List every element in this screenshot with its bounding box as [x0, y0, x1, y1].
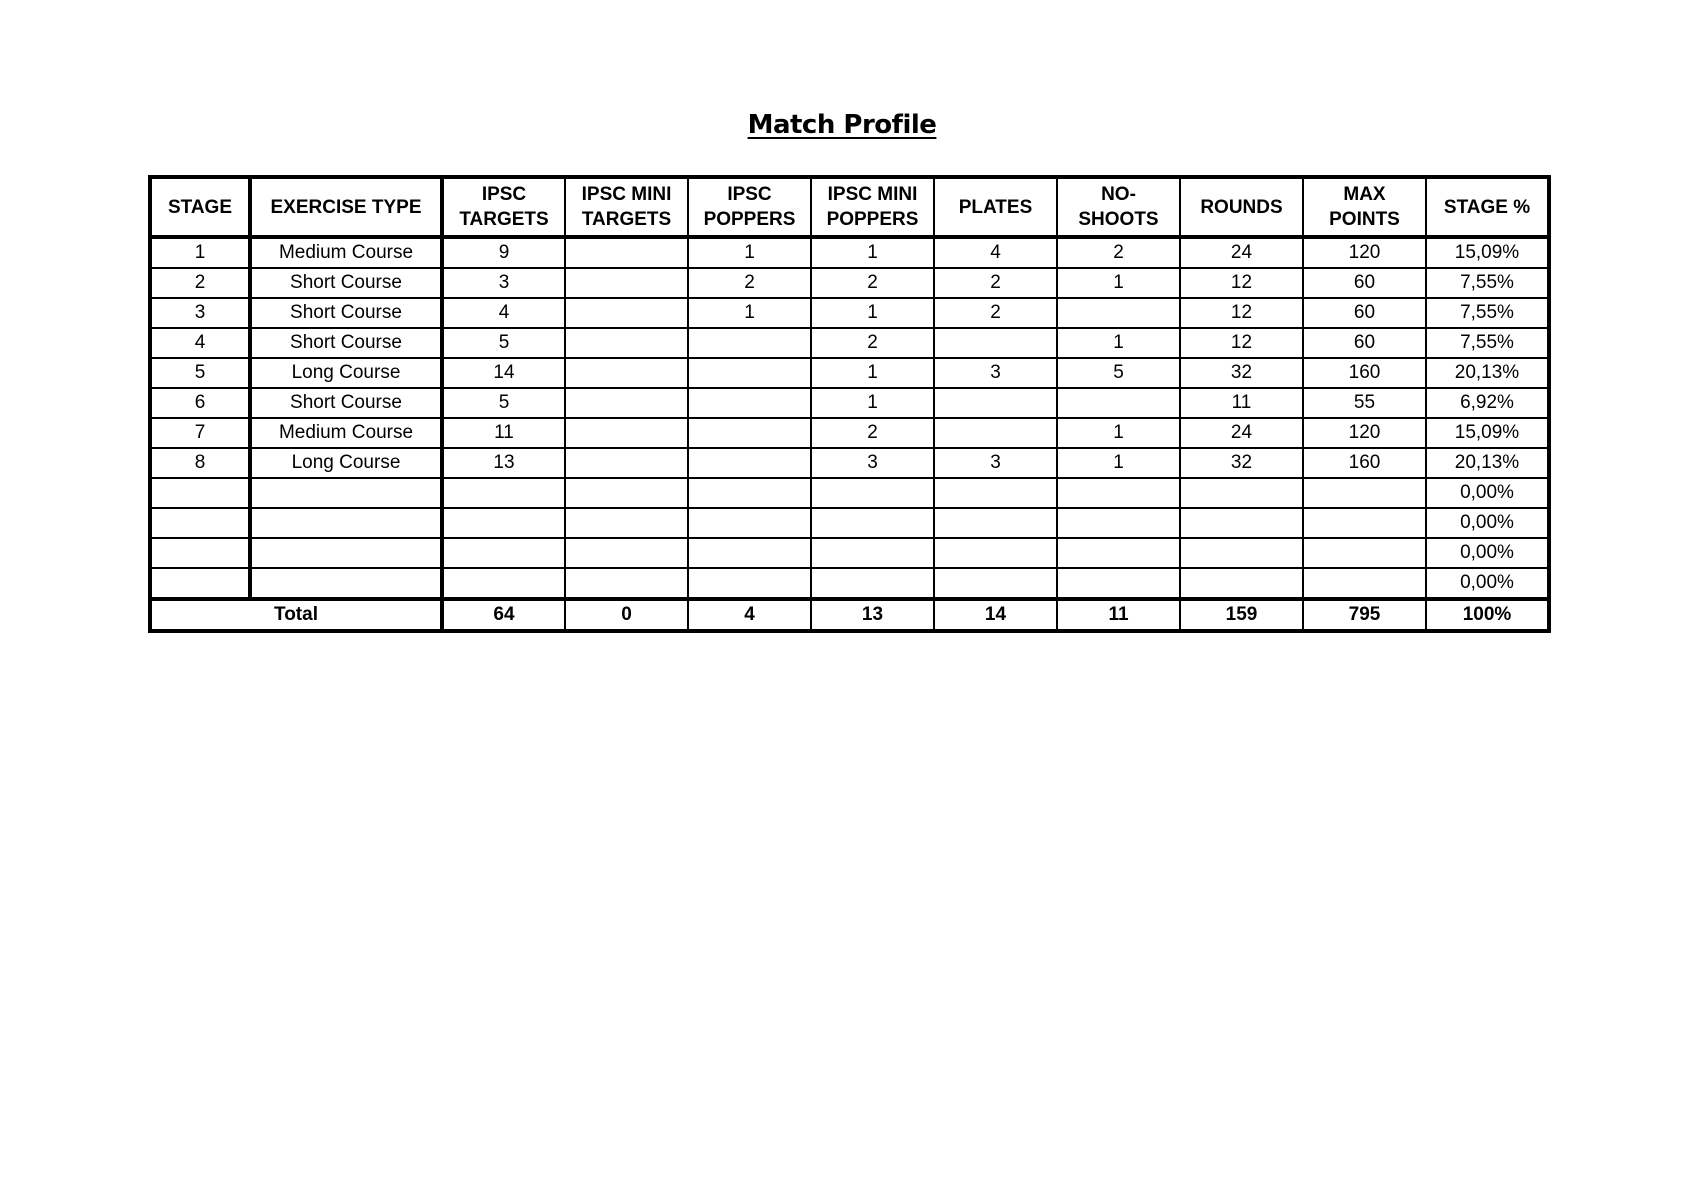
- table-row: [150, 328, 1549, 358]
- table-cell: [1303, 538, 1426, 568]
- table-cell: 6: [150, 388, 250, 418]
- table-row: [150, 388, 1549, 418]
- table-cell: 3: [934, 448, 1057, 478]
- table-cell: Long Course: [250, 448, 442, 478]
- table-cell: 1: [1057, 418, 1180, 448]
- table-cell: 9: [442, 237, 565, 268]
- table-cell: 5: [1057, 358, 1180, 388]
- column-header: [1426, 177, 1549, 237]
- column-header-line: IPSC MINI: [827, 184, 918, 205]
- column-header-line: POPPERS: [826, 209, 919, 230]
- table-cell: [934, 478, 1057, 508]
- table-cell: 2: [688, 268, 811, 298]
- table-cell: 1: [150, 237, 250, 268]
- table-cell: [934, 388, 1057, 418]
- table-cell: 2: [934, 298, 1057, 328]
- column-header-line: TARGETS: [581, 209, 672, 230]
- table-cell: [1057, 508, 1180, 538]
- match-profile-table: [148, 175, 1551, 633]
- total-cell: 0: [565, 599, 688, 631]
- table-cell: 11: [1180, 388, 1303, 418]
- table-cell: 120: [1303, 237, 1426, 268]
- table-cell: 2: [150, 268, 250, 298]
- column-header-line: TARGETS: [459, 209, 549, 230]
- table-cell: [1180, 508, 1303, 538]
- column-header-line: EXERCISE TYPE: [270, 196, 422, 218]
- table-cell: 7,55%: [1426, 268, 1549, 298]
- column-header: [934, 177, 1057, 237]
- table-cell: 12: [1180, 298, 1303, 328]
- table-body: [150, 237, 1549, 599]
- table-row: [150, 478, 1549, 508]
- column-header-line: SHOOTS: [1078, 209, 1159, 230]
- table-cell: [1057, 538, 1180, 568]
- table-cell: 15,09%: [1426, 237, 1549, 268]
- table-cell: [250, 508, 442, 538]
- table-cell: [565, 448, 688, 478]
- column-header: [150, 177, 250, 237]
- column-header-line: STAGE %: [1443, 196, 1531, 218]
- table-cell: [442, 568, 565, 599]
- table-cell: Medium Course: [250, 237, 442, 268]
- table-cell: 3: [934, 358, 1057, 388]
- table-cell: 3: [150, 298, 250, 328]
- table-cell: [934, 508, 1057, 538]
- table-cell: [688, 538, 811, 568]
- column-header: [442, 177, 565, 237]
- table-cell: [934, 328, 1057, 358]
- table-row: [150, 508, 1549, 538]
- table-cell: 24: [1180, 237, 1303, 268]
- table-cell: Medium Course: [250, 418, 442, 448]
- table-cell: 5: [150, 358, 250, 388]
- table-row: [150, 268, 1549, 298]
- table-cell: Short Course: [250, 298, 442, 328]
- table-cell: [565, 388, 688, 418]
- table-cell: 14: [442, 358, 565, 388]
- table-cell: [811, 478, 934, 508]
- table-cell: [250, 568, 442, 599]
- table-cell: 20,13%: [1426, 448, 1549, 478]
- table-cell: 11: [442, 418, 565, 448]
- column-header: [250, 177, 442, 237]
- table-cell: 1: [811, 358, 934, 388]
- column-header-line: IPSC: [727, 184, 772, 205]
- table-cell: [1180, 478, 1303, 508]
- table-cell: 2: [811, 268, 934, 298]
- table-cell: 120: [1303, 418, 1426, 448]
- table-cell: 7,55%: [1426, 298, 1549, 328]
- table-cell: [934, 418, 1057, 448]
- table-cell: 0,00%: [1426, 478, 1549, 508]
- table-cell: [688, 358, 811, 388]
- table-cell: [565, 478, 688, 508]
- table-cell: Short Course: [250, 328, 442, 358]
- table-cell: [934, 538, 1057, 568]
- table-cell: [565, 268, 688, 298]
- table-cell: [250, 538, 442, 568]
- table-cell: [1303, 478, 1426, 508]
- table-cell: [811, 538, 934, 568]
- table-cell: [1057, 298, 1180, 328]
- table-cell: 1: [811, 298, 934, 328]
- column-header: [1057, 177, 1180, 237]
- table-cell: [1180, 538, 1303, 568]
- table-cell: 8: [150, 448, 250, 478]
- page-title: Match Profile: [747, 110, 937, 140]
- table-cell: [1180, 568, 1303, 599]
- column-header-line: MAX: [1343, 184, 1386, 205]
- table-cell: [150, 568, 250, 599]
- table-cell: 1: [811, 388, 934, 418]
- table-cell: 1: [1057, 328, 1180, 358]
- table-cell: [565, 237, 688, 268]
- table-cell: [688, 478, 811, 508]
- table-row: [150, 298, 1549, 328]
- table-cell: [565, 418, 688, 448]
- total-cell: 64: [442, 599, 565, 631]
- table-row: [150, 448, 1549, 478]
- table-cell: 2: [934, 268, 1057, 298]
- table-row: [150, 358, 1549, 388]
- table-cell: 6,92%: [1426, 388, 1549, 418]
- table-row: [150, 538, 1549, 568]
- total-cell: 159: [1180, 599, 1303, 631]
- table-cell: 2: [811, 418, 934, 448]
- table-cell: [688, 328, 811, 358]
- table-cell: [565, 358, 688, 388]
- table-row: [150, 418, 1549, 448]
- table-cell: 0,00%: [1426, 538, 1549, 568]
- table-cell: 20,13%: [1426, 358, 1549, 388]
- table-cell: [1303, 508, 1426, 538]
- table-cell: 160: [1303, 448, 1426, 478]
- table-cell: 1: [811, 237, 934, 268]
- table-cell: [565, 298, 688, 328]
- column-header: [688, 177, 811, 237]
- table-cell: [688, 388, 811, 418]
- table-cell: [1303, 568, 1426, 599]
- column-header-line: STAGE: [167, 196, 233, 218]
- table-cell: 0,00%: [1426, 508, 1549, 538]
- table-cell: [565, 328, 688, 358]
- table-cell: [934, 568, 1057, 599]
- column-header-line: NO-: [1101, 184, 1136, 205]
- table-cell: 7,55%: [1426, 328, 1549, 358]
- table-cell: [688, 448, 811, 478]
- table-cell: 2: [1057, 237, 1180, 268]
- table-cell: [150, 538, 250, 568]
- table-cell: [811, 508, 934, 538]
- total-cell: 4: [688, 599, 811, 631]
- table-cell: 4: [150, 328, 250, 358]
- table-cell: [1057, 388, 1180, 418]
- table-cell: [688, 568, 811, 599]
- column-header-line: POPPERS: [703, 209, 796, 230]
- table-cell: 60: [1303, 298, 1426, 328]
- table-cell: [565, 568, 688, 599]
- table-cell: 4: [934, 237, 1057, 268]
- table-cell: 3: [811, 448, 934, 478]
- table-cell: [688, 508, 811, 538]
- table-cell: 3: [442, 268, 565, 298]
- table-cell: 60: [1303, 328, 1426, 358]
- total-cell: 795: [1303, 599, 1426, 631]
- table-cell: 160: [1303, 358, 1426, 388]
- table-cell: Long Course: [250, 358, 442, 388]
- column-header-line: IPSC MINI: [581, 184, 672, 205]
- table-cell: 32: [1180, 358, 1303, 388]
- table-row: [150, 568, 1549, 599]
- table-total-row: [150, 599, 1549, 631]
- table-cell: Short Course: [250, 268, 442, 298]
- total-label: Total: [150, 599, 442, 631]
- table-cell: 12: [1180, 268, 1303, 298]
- table-cell: [442, 478, 565, 508]
- table-cell: [442, 538, 565, 568]
- table-cell: 4: [442, 298, 565, 328]
- table-cell: 5: [442, 328, 565, 358]
- table-cell: 13: [442, 448, 565, 478]
- table-cell: [1057, 568, 1180, 599]
- table-cell: 5: [442, 388, 565, 418]
- column-header-line: ROUNDS: [1200, 196, 1283, 218]
- total-cell: 13: [811, 599, 934, 631]
- table-cell: 1: [688, 237, 811, 268]
- table-cell: 1: [1057, 448, 1180, 478]
- table-cell: [565, 538, 688, 568]
- total-cell: 11: [1057, 599, 1180, 631]
- column-header-line: POINTS: [1329, 209, 1400, 230]
- column-header-line: PLATES: [958, 196, 1033, 218]
- total-cell: 100%: [1426, 599, 1549, 631]
- table-cell: 0,00%: [1426, 568, 1549, 599]
- table-cell: [811, 568, 934, 599]
- table-cell: 60: [1303, 268, 1426, 298]
- table-cell: [442, 508, 565, 538]
- table-cell: 12: [1180, 328, 1303, 358]
- column-header: [1303, 177, 1426, 237]
- column-header-line: IPSC: [481, 184, 527, 205]
- column-header: [1180, 177, 1303, 237]
- table-cell: 1: [688, 298, 811, 328]
- table-cell: [250, 478, 442, 508]
- table-cell: 15,09%: [1426, 418, 1549, 448]
- table-header-row: [150, 177, 1549, 237]
- table-cell: Short Course: [250, 388, 442, 418]
- table-cell: 2: [811, 328, 934, 358]
- table-cell: 24: [1180, 418, 1303, 448]
- column-header: [565, 177, 688, 237]
- table-cell: 55: [1303, 388, 1426, 418]
- total-cell: 14: [934, 599, 1057, 631]
- table-cell: [150, 478, 250, 508]
- table-cell: [565, 508, 688, 538]
- table-cell: [1057, 478, 1180, 508]
- table-cell: [150, 508, 250, 538]
- table-cell: 1: [1057, 268, 1180, 298]
- table-cell: 7: [150, 418, 250, 448]
- table-cell: [688, 418, 811, 448]
- table-cell: 32: [1180, 448, 1303, 478]
- column-header: [811, 177, 934, 237]
- table-row: [150, 237, 1549, 268]
